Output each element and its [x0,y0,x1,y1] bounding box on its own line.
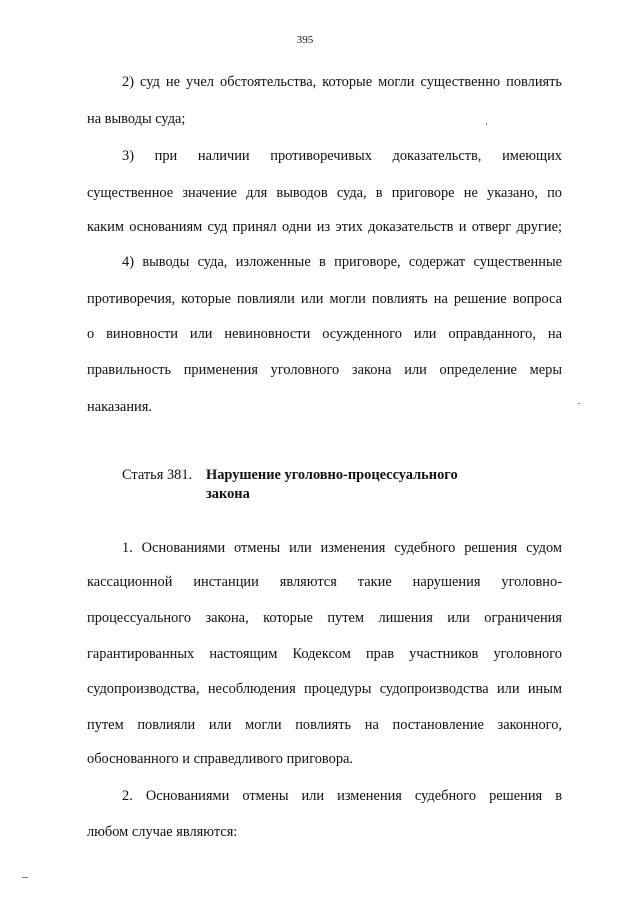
item-3-line-1: 3) при наличии противоречивых доказательств, имеющих [122,148,562,164]
para-1-line-5: судопроизводства, несоблюдения процедуры судопроизводства или иным [87,681,562,697]
para-1-line-1: 1. Основаниями отмены или изменения судебного решения судом [122,540,562,556]
para-2-line-1: 2. Основаниями отмены или изменения судебного решения в [122,788,562,804]
article-title-line-2: закона [206,486,250,502]
scan-speck [22,877,28,878]
item-4-line-5: наказания. [87,399,152,415]
para-1-line-6: путем повлияли или могли повлиять на постановление законного, [87,717,562,733]
item-3-line-2: существенное значение для выводов суда, в приговоре не указано, по [87,185,562,201]
para-1-line-2: кассационной инстанции являются такие нарушения уголовно- [87,574,562,590]
item-4-line-4: правильность применения уголовного закона или определение меры [87,362,562,378]
item-4-line-2: противоречия, которые повлияли или могли повлиять на решение вопроса [87,291,562,307]
item-4-line-1: 4) выводы суда, изложенные в приговоре, содержат существенные [122,254,562,270]
article-title-line-1: Нарушение уголовно-процессуального [206,467,458,483]
article-label: Статья 381. [122,467,193,483]
item-3-line-3: каким основаниям суд принял одни из этих доказательств и отверг другие; [87,219,562,235]
para-1-line-4: гарантированных настоящим Кодексом прав участников уголовного [87,646,562,662]
item-2-line-1: 2) суд не учел обстоятельства, которые могли существенно повлиять [122,74,562,90]
item-2-line-2: на выводы суда; [87,111,186,127]
scan-speck [486,123,487,125]
item-4-line-3: о виновности или невиновности осужденного или оправданного, на [87,326,562,342]
para-1-line-7: обоснованного и справедливого приговора. [87,751,354,767]
page-number: 395 [296,34,314,46]
scan-speck [578,403,580,404]
para-1-line-3: процессуального закона, которые путем лишения или ограничения [87,610,562,626]
para-2-line-2: любом случае являются: [87,824,238,840]
